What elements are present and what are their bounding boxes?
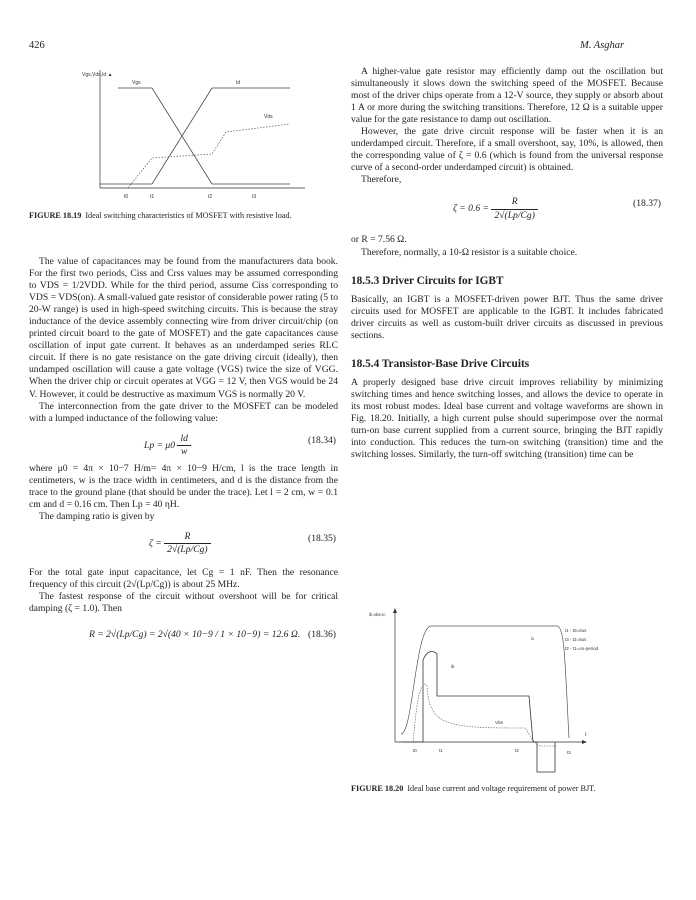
y-axis-label: ib,vbe,ic: [369, 612, 386, 617]
t1-label: t1: [150, 194, 155, 200]
ib-curve: [401, 652, 555, 772]
paragraph: The damping ratio is given by: [39, 510, 155, 522]
vbe-curve: [413, 684, 557, 746]
t1-label: t1: [439, 748, 443, 753]
figure-18-20-diagram: [365, 604, 615, 776]
equation-18-36: [29, 615, 338, 655]
vgs-curve: [118, 88, 290, 184]
left-column: [29, 256, 338, 655]
eq-lhs: ζ =: [149, 537, 162, 549]
vds-curve: [128, 124, 290, 188]
paragraph: The interconnection from the gate driver to the MOSFET can be modeled with a lumped inductance of the following value:: [29, 400, 338, 424]
right-column: [351, 66, 663, 461]
paragraph: Therefore,: [361, 174, 402, 186]
t2-label: t2: [515, 748, 519, 753]
paragraph: The fastest response of the circuit without overshoot will be for critical damping (ζ = 1.0). Then: [29, 590, 338, 615]
vds-label: Vds: [264, 114, 273, 120]
figure-18-19-caption: [29, 211, 339, 222]
id-curve: [100, 88, 290, 184]
running-author: M. Asghar: [580, 40, 625, 51]
eq-denominator: 2√(Lp/Cg): [494, 209, 535, 221]
paragraph: A properly designed base drive circuit improves reliability by minimizing switching times and hence switching losses, and allows the device to operate in its most robust modes. Ideal base current and voltage waveforms are shown in Fig. 18.20. Initially, a high current pulse should superimpose over the normal turn-on base current supplied from a current source, bringing the BJT rapidly into conduction. This reduces the turn-on switching (transition) time and the switching losses. Similarly, the turn-off switching (transition) time can be: [351, 376, 663, 461]
equation-number: (18.35): [308, 532, 336, 544]
t2-label: t2: [208, 194, 213, 200]
eq-lhs: Lp = μ0: [144, 439, 176, 451]
paragraph: For the total gate input capacitance, let Cg = 1 nF. Then the resonance frequency of this circuit (2√(Lp/Cg)) is about 25 MHz.: [29, 566, 338, 590]
paragraph: or R = 7.56 Ω.: [351, 234, 407, 246]
caption-text: Ideal switching characteristics of MOSFET with resistive load.: [85, 211, 292, 220]
t-label: t: [585, 732, 587, 738]
vbe-label: Vbe: [495, 720, 504, 725]
section-heading: 18.5.4 Transistor-Base Drive Circuits: [351, 357, 530, 370]
equation-number: (18.37): [633, 198, 661, 210]
eq-numerator: ld: [177, 433, 190, 446]
caption-label: FIGURE 18.19: [29, 211, 82, 220]
ib-label: ib: [451, 664, 455, 669]
equation-number: (18.34): [308, 434, 336, 446]
eq-numerator: R: [164, 531, 210, 544]
legend-1: t1 - t0=2us: [565, 628, 587, 633]
legend-3: t2 - t1=on-period: [565, 646, 599, 651]
equation-number: (18.36): [308, 629, 336, 641]
id-label: Id: [236, 80, 241, 86]
paragraph: The value of capacitances may be found from the manufacturers data book. For the first two periods, Ciss and Crss values may be assumed corresponding to VDS = 1/2VDD. While for the third period, assume Ciss corresponding to VDS = VDS(on). A small-valued gate resistor of considerable power rating (5 to 20-W range) is used in high-speed switching circuits. This is because the stray inductance of the device assembly connecting wire from driver circuit/chip (on printed circuit board to the gate of MOSFET) and the gate capacitances cause oscillation of input gate current. It behaves as an underdamped series RLC circuit. If there is no gate resistance on the gate driving circuit (ideally), then undamped oscillation will cause a gate voltage (VGS) twice the size of VGG. When the driver chip or circuit operates at VGG = 12 V, then VGS would be 24 V. However, it could be destructive as maximum VGS is normally 20 V.: [29, 256, 338, 400]
page-number: 426: [29, 40, 45, 51]
eq-denominator: w: [180, 445, 188, 457]
caption-label: FIGURE 18.20: [351, 784, 404, 793]
x-arrow: [582, 740, 587, 744]
ic-curve: [401, 626, 569, 738]
t0-label: t0: [413, 748, 417, 753]
equation-18-35: [29, 523, 338, 567]
legend-2: t3 - t2=5us: [565, 637, 587, 642]
paragraph: However, the gate drive circuit response will be faster when it is an underdamped circuit. Therefore, if a small overshoot, say, 10%, is allowed, then the corresponding value of ζ = 0.6 (which is found from the universal response curve of a second-order underdamped circuit) is obtained.: [351, 126, 663, 174]
equation-18-34: [29, 425, 338, 463]
paragraph: where μ0 = 4π × 10−7 H/m= 4π × 10−9 H/cm, l is the trace length in centimeters, w is the trace width in centimeters, and d is the distance from the trace to the ground plane (that should be under the trace). Let l = 2 cm, w = 0.1 cm and d = 0.16 cm. Then Lp = 40 ηH.: [29, 462, 338, 510]
paragraph: Basically, an IGBT is a MOSFET-driven power BJT. Thus the same driver circuits used for MOSFET are applicable to the IGBT. It includes fabricated driver circuits as well as custom-built driver circuits as discussed in previous sections.: [351, 293, 663, 341]
figure-18-20-caption: [351, 784, 663, 795]
t3-label: t3: [567, 750, 571, 755]
ic-label: ic: [531, 636, 535, 641]
eq-numerator: R: [491, 196, 537, 209]
paragraph: Therefore, normally, a 10-Ω resistor is a suitable choice.: [361, 246, 578, 258]
eq-lhs: ζ = 0.6 =: [453, 203, 490, 215]
t0-label: t0: [124, 194, 129, 200]
t3-label: t3: [252, 194, 257, 200]
paragraph: A higher-value gate resistor may efficiently damp out the oscillation but simultaneously it slows down the switching speed of the MOSFET. Because most of the driver chips operate from a 12-V source, they supply or absorb about 1 A or more during the switching transitions. Therefore, 12 Ω is a suitable upper value for the gate resistance to damp out oscillation.: [351, 66, 663, 126]
equation-18-37: [351, 186, 663, 234]
section-heading: 18.5.3 Driver Circuits for IGBT: [351, 274, 504, 287]
y-arrow: [393, 608, 397, 613]
caption-text: Ideal base current and voltage requirement of power BJT.: [407, 784, 596, 793]
y-axis-label: Vgs,Vds,Id ▲: [82, 72, 113, 78]
eq-body: R = 2√(Lp/Cg) = 2√(40 × 10−9 / 1 × 10−9) = 12.6 Ω.: [89, 629, 301, 641]
figure-18-19-diagram: [80, 60, 320, 208]
eq-denominator: 2√(Lp/Cg): [167, 543, 208, 555]
vgs-label: Vgs: [132, 80, 141, 86]
